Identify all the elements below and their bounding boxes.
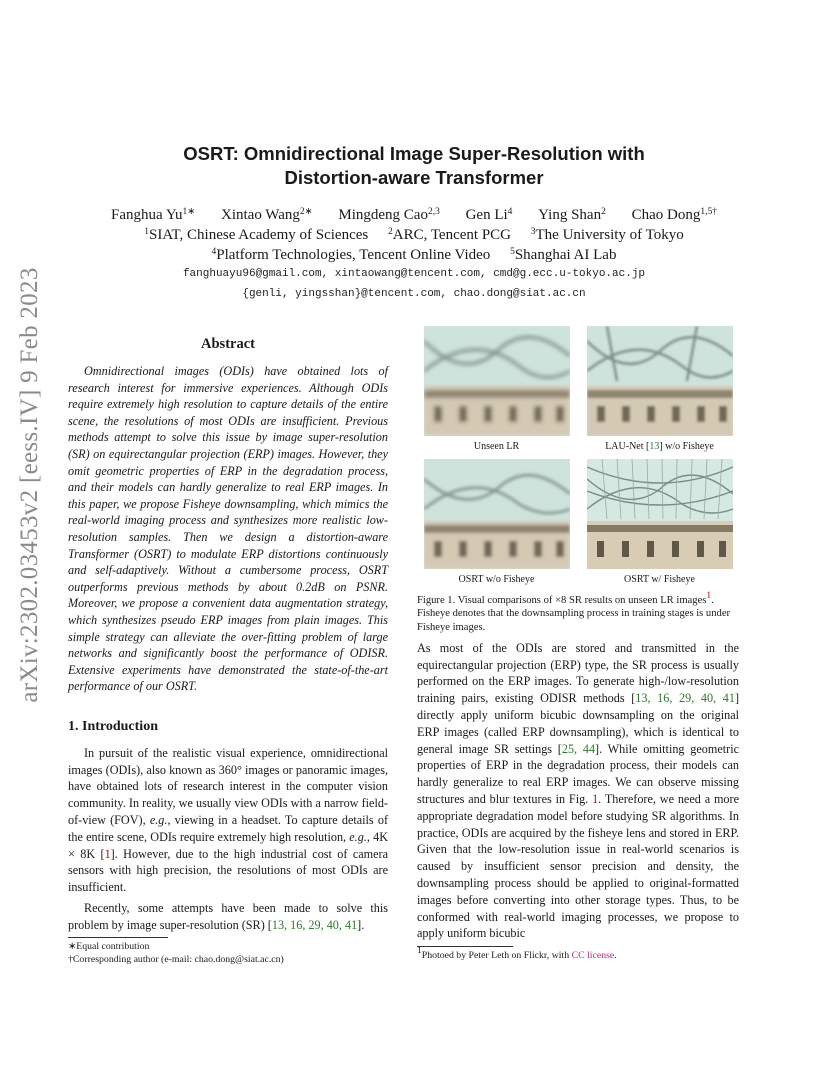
paper-title — [0, 142, 828, 190]
citation-link[interactable]: 1 — [104, 846, 111, 861]
affiliation: $^2$ARC, Tencent PCG — [388, 227, 512, 243]
author: Chao Dong$^{1,5\dagger}$ — [631, 207, 717, 223]
intro-paragraph-2: Recently, some attempts have been made to solve this problem by image super-resolution (SR) [13, 16, 29, 40, 41]. — [68, 901, 388, 932]
figure-image-unseen-lr — [424, 326, 570, 436]
affiliation: $^1$SIAT, Chinese Academy of Sciences — [144, 227, 369, 243]
footnote-rule — [68, 937, 168, 938]
figure-label: LAU-Net [13] w/o Fisheye — [605, 441, 714, 452]
citation-link[interactable]: 13, 16, 29, 40, 41 — [271, 917, 358, 932]
figure-panel — [586, 459, 733, 592]
footnote-right — [417, 946, 739, 963]
footnote-link[interactable]: 1 — [706, 591, 712, 601]
affiliations-line-2 — [0, 245, 828, 265]
email-block — [0, 264, 828, 304]
figure-image-osrt-wo-fisheye — [424, 459, 570, 569]
introduction-heading: 1. Introduction — [68, 718, 158, 734]
citation-link[interactable]: 13, 16, 29, 40, 41 — [635, 691, 735, 706]
author-list — [0, 205, 828, 225]
email-line-1: fanghuayu96@gmail.com, xintaowang@tencent.com, cmd@g.ecc.u-tokyo.ac.jp — [182, 268, 646, 280]
figure-panel — [586, 326, 733, 459]
footnote-corresponding-author: †Corresponding author (e-mail: chao.dong@siat.ac.cn) — [68, 953, 284, 965]
footnote-rule — [417, 946, 513, 947]
author: Xintao Wang$^{2∗}$ — [221, 207, 313, 223]
abstract-text: Omnidirectional images (ODIs) have obtained lots of research interest for immersive experiences. Although ODIs require extremely high resolution to capture details of the entire scene, the resolutions of most ODIs are insufficient. Previous methods attempt to solve this issue by image super-resolution (SR) on equirectangular projection (ERP) images. However, they omit geometric properties of ERP in the degradation process, and their models can hardly generalize to real ERP images. In this paper, we propose Fisheye downsampling, which mimics the real-world imaging process and synthesizes more realistic low-resolution samples. Then we design a distortion-aware Transformer (OSRT) to modulate ERP distortions continuously and self-adaptively. Without a cumbersome process, OSRT outperforms previous methods by about 0.2dB on PSNR. Moreover, we propose a convenient data augmentation strategy, which synthesizes pseudo ERP images from plain images. This simple strategy can alleviate the over-fitting problem of large networks and significantly boost the performance of ODISR. Extensive experiments have demonstrated the state-of-the-art performance of our OSRT. — [68, 364, 388, 694]
figure-reference-link[interactable]: 1 — [592, 792, 599, 807]
affiliations-line-1 — [0, 225, 828, 245]
email-line-2: {genli, yingsshan}@tencent.com, chao.dong@siat.ac.cn — [242, 288, 586, 300]
right-body-paragraph: As most of the ODIs are stored and transmitted in the equirectangular projection (ERP) type, the SR process is usually performed on the ERP images. To generate high-/low-resolution training pairs, existing ODISR methods [13, 16, 29, 40, 41] directly apply uniform bicubic downsampling on the original ERP images (called ERP downsampling), which is identical to general image SR settings [25, 44]. While omitting geometric properties of ERP in the degradation process, their models can hardly generalize to real ERP images. We can observe missing structures and blur textures in Fig. 1. Therefore, we need a more appropriate degradation model before studying SR algorithms. In practice, ODIs are acquired by the fisheye lens and stored in ERP. Given that the low-resolution issue in real-world scenarios is caused by insufficient sensor precision and density, the downsampling process should be applied to original-formatted images before converting into other storage types. Thus, to be conformed with real-world imaging processes, we propose to apply uniform bicubic — [417, 640, 739, 941]
figure-label: OSRT w/ Fisheye — [624, 574, 695, 585]
citation-link[interactable]: 25, 44 — [561, 741, 596, 756]
figure-image-lau-net — [587, 326, 733, 436]
figure-panel — [423, 326, 570, 459]
affiliation: $^4$Platform Technologies, Tencent Online Video — [211, 247, 491, 263]
citation-link[interactable]: 13 — [649, 441, 660, 452]
figure-label: Unseen LR — [473, 441, 520, 452]
arxiv-id: arXiv:2302.03453v2 [eess.IV] 9 Feb 2023 — [16, 267, 43, 703]
title-line-2: Distortion-aware Transformer — [284, 167, 544, 188]
right-column — [417, 326, 739, 942]
figure-caption: Figure 1. Visual comparisons of ×8 SR results on unseen LR images$^1$. Fisheye denotes that the downsampling process in training stages is under Fisheye images. — [417, 591, 731, 633]
cc-license-link[interactable]: CC license — [571, 950, 615, 961]
figure-label: OSRT w/o Fisheye — [458, 574, 535, 585]
title-line-1: OSRT: Omnidirectional Image Super-Resolution with — [183, 143, 645, 164]
figure-1 — [417, 326, 739, 592]
author: Mingdeng Cao$^{2,3}$ — [338, 207, 440, 223]
left-column — [68, 334, 388, 934]
author: Gen Li$^4$ — [465, 207, 513, 223]
author: Fanghua $Yu^{1∗}$ — [111, 207, 196, 223]
arxiv-sidebar — [10, 267, 50, 703]
intro-paragraph-1: In pursuit of the realistic visual experience, omnidirectional images (ODIs), also known as 360° images or panoramic images, have obtained lots of research interest in the computer vision community. In reality, we usually view ODIs with a narrow field-of-view (FOV), e.g., viewing in a headset. To capture details of the entire scene, ODIs require extremely high resolution, e.g., 4K × 8K [1]. However, due to the high industrial cost of camera sensors with high precision, the resolutions of most ODIs are insufficient. — [68, 745, 388, 895]
footnotes-left — [68, 937, 388, 966]
author: Ying Shan$^2$ — [538, 207, 606, 223]
abstract-heading: Abstract — [201, 336, 255, 352]
author-block — [0, 205, 828, 265]
footnote-equal-contribution: ∗Equal contribution — [68, 941, 150, 952]
figure-panel — [423, 459, 570, 592]
footnote-photo-credit: $^1$Photoed by Peter Leth on Flickr, with CC license. — [417, 946, 617, 961]
affiliation: $^5$Shanghai AI Lab — [510, 247, 617, 263]
affiliation: $^3$The University of Tokyo — [530, 227, 684, 243]
figure-image-osrt-w-fisheye — [587, 459, 733, 569]
